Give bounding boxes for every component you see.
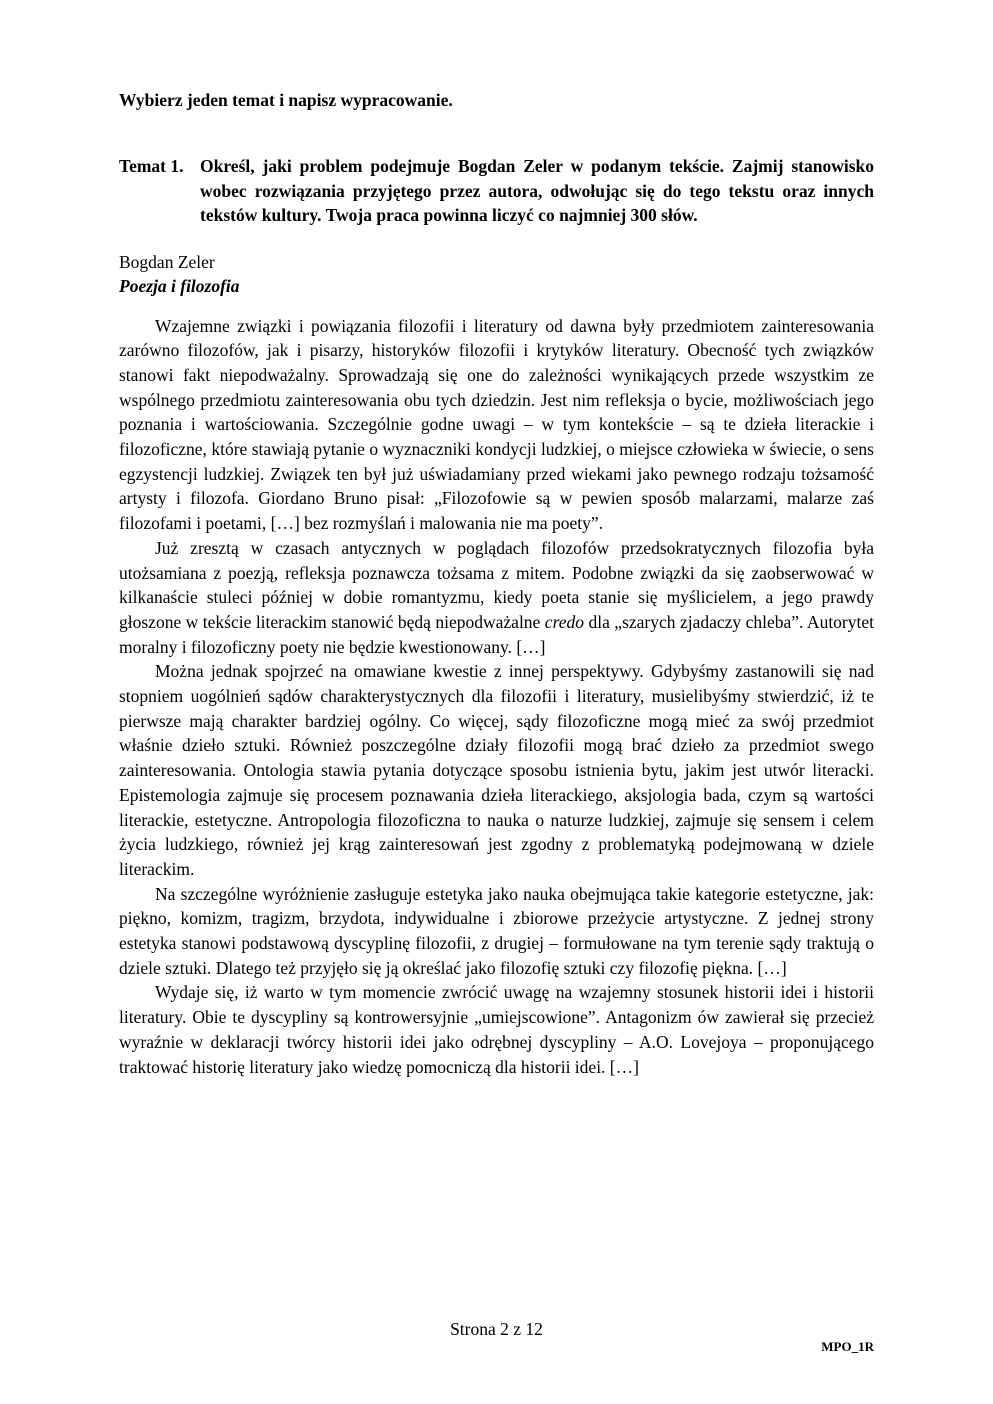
- source-title: Poezja i filozofia: [119, 275, 240, 296]
- source-author: Bogdan Zeler: [119, 251, 215, 272]
- paragraph-2-start: Już zresztą w czasach antycznych w poglądach filozofów przedsokratycznych filozofia była utożsamiana z poezją, refleksja poznawcza tożsama z mitem. Podobne związki da się zaobserwować w kilkanaście stuleci później w dobie romantyzmu, kiedy poeta stanie się myślicielem, a jego prawdy głoszone w tekście literackim stanowić będą niepodważalne: [119, 537, 874, 632]
- paragraph-4: Na szczególne wyróżnienie zasługuje estetyka jako nauka obejmująca takie kategorie estetyczne, jak: piękno, komizm, tragizm, brzydota, indywidualne i zbiorowe przeżycie artystyczne. Z jednej strony estetyka stanowi podstawową dyscyplinę filozofii, z drugiej – formułowane na tym terenie sądy traktują o dziele sztuki. Dlatego też przyjęło się ją określać jako filozofię sztuki czy filozofię piękna. […]: [119, 883, 874, 978]
- instruction-heading: Wybierz jeden temat i napisz wypracowanie.: [119, 90, 453, 110]
- source-text: [119, 314, 874, 1080]
- page-content: [119, 88, 874, 1079]
- paragraph-5: Wydaje się, iż warto w tym momencie zwrócić uwagę na wzajemny stosunek historii idei i historii literatury. Obie te dyscypliny są kontrowersyjnie „umiejscowione”. Antagonizm ów zawierał się przecież wyraźnie w deklaracji twórcy historii idei jako odrębnej dyscypliny – A.O. Lovejoya – proponującego traktować historię literatury jako wiedzę pomocniczą dla historii idei. […]: [119, 982, 874, 1077]
- paragraph-2: [119, 536, 874, 660]
- paragraph-2-italic: credo: [544, 611, 584, 632]
- page-number: Strona 2 z 12: [450, 1319, 543, 1339]
- exam-code: MPO_1R: [821, 1339, 874, 1354]
- topic-text: Określ, jaki problem podejmuje Bogdan Zeler w podanym tekście. Zajmij stanowisko wobec rozwiązania przyjętego przez autora, odwołując się do tego tekstu oraz innych tekstów kultury. Twoja praca powinna liczyć co najmniej 300 słów.: [200, 156, 874, 225]
- paragraph-1: Wzajemne związki i powiązania filozofii i literatury od dawna były przedmiotem zainteresowania zarówno filozofów, jak i pisarzy, historyków filozofii i krytyków literatury. Obecność tych związków stanowi fakt niepodważalny. Sprowadzają się one do zależności wynikających przede wszystkim ze wspólnego przedmiotu zainteresowania obu tych dziedzin. Jest nim refleksja o bycie, możliwościach jego poznania i wartościowania. Szczególnie godne uwagi – w tym kontekście – są te dzieła literackie i filozoficzne, które stawiają pytanie o wyznaczniki kondycji ludzkiej, o miejsce człowieka w świecie, o sens egzystencji ludzkiej. Związek ten był już uświadamiany przed wiekami jako pewnego rodzaju tożsamość artysty i filozofa. Giordano Bruno pisał: „Filozofowie są w pewien sposób malarzami, malarze zaś filozofami i poetami, […] bez rozmyślań i malowania nie ma poety”.: [119, 315, 874, 534]
- topic-label: Temat 1.: [119, 156, 184, 176]
- paragraph-2-end: dla „szarych zjadaczy chleba”. Autorytet moralny i filozoficzny poety nie będzie kwestionowany. […]: [119, 611, 874, 657]
- topic-block: [119, 154, 874, 228]
- paragraph-3: Można jednak spojrzeć na omawiane kwestie z innej perspektywy. Gdybyśmy zastanowili się nad stopniem uogólnień sądów charakterystycznych dla filozofii i literatury, musielibyśmy stwierdzić, iż te pierwsze mają charakter bardziej ogólny. Co więcej, sądy filozoficzne mogą mieć za swój przedmiot właśnie dzieło sztuki. Również poszczególne działy filozofii mogą brać dzieło za przedmiot swego zainteresowania. Ontologia stawia pytania dotyczące sposobu istnienia bytu, jakim jest utwór literacki. Epistemologia zajmuje się procesem poznawania dzieła literackiego, aksjologia bada, czym są wartości literackie, estetyczne. Antropologia filozoficzna to nauka o naturze ludzkiej, zajmuje się sensem i celem życia ludzkiego, również jej krąg zainteresowań jest zgodny z problematyką podejmowaną w dziele literackim.: [119, 661, 874, 879]
